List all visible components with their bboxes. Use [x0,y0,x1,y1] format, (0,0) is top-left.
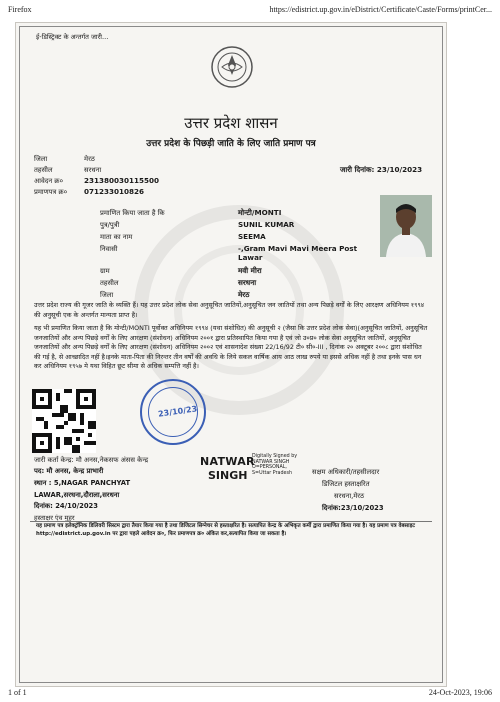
field-value-village: मवी मीरा [238,266,262,275]
footer-note: यह प्रमाण पत्र इलेक्ट्रॉनिक डिलिवरी सिस्टम द्वारा तैयार किया गया है तथा डिजिटल सिग्नेचर से हस्ताक्षरित है। सत्यापित केन्द्र के अभिकृत कर्मी द्वारा प्रमाणित किया गया है। यह प्रमाण पत्र वेबसाइट http://edistrict.up.gov.in पर द्वारा पहले आवेदन क्र०, फिर प्रमाणपत्र क्र० अंकित कर,सत्यापित किया जा सकता है। [36,523,415,537]
meta-value-district: मेरठ [84,155,95,163]
digital-signer-name-line1: NATWAR [200,455,255,468]
certificate-title: उत्तर प्रदेश के पिछड़ी जाति के लिए जाति प्रमाण पत्र [146,139,316,149]
seal-date: 23/10/23 [157,404,198,419]
field-label-relation: पुत्र/पुत्री [100,221,120,229]
official-seal-stamp [140,379,206,445]
digital-signature-line: O=PERSONAL, [252,465,287,471]
issue-date: जारी दिनांक: 23/10/2023 [340,165,423,174]
qr-code [32,389,96,453]
applicant-photo [380,195,432,257]
top-note: ई-डिस्ट्रिक्ट के अन्तर्गत जारी... [36,33,109,41]
browser-app-name: Firefox [8,5,32,14]
field-value-district: मेरठ [238,290,250,299]
meta-value-certificate-no: 071233010826 [84,187,145,196]
officer-digital-signed: डिजिटल हस्ताक्षरित [322,480,370,488]
issuer-date: दिनांक: 24/10/2023 [34,502,99,510]
field-label-village: ग्राम [100,267,110,275]
meta-value-application-no: 231380030115500 [84,176,160,185]
signature-seal-label: हस्ताक्षर एंव मुहर [34,514,75,522]
field-value-name: मोन्टी/MONTI [238,208,282,217]
footer-divider [30,521,432,522]
up-emblem-logo [210,45,254,89]
digital-signature-details [252,454,297,476]
field-value-father: SUNIL KUMAR [238,220,295,229]
meta-label-tehsil: तहसील [34,166,53,174]
digital-signature-line: NATWAR SINGH [252,459,290,465]
field-label-resident: निवासी [100,245,118,253]
intro-text: प्रमाणित किया जाता है कि [100,209,165,217]
paragraph-caste: उत्तर प्रदेश राज्य की गूजर जाति के व्यक्ति हैं। यह उत्तर प्रदेश लोक सेवा अनुसूचित जातियों,अनुसूचित जन जातियों तथा अन्य पिछड़े वर्गों के लिए आरक्षण अधिनियम १९९४ की अनुसूची एक के अन्तर्गत मान्यता प्राप्त है। [34,301,425,319]
field-value-tehsil: सरधना [238,278,257,287]
field-value-mother: SEEMA [238,232,266,241]
field-label-tehsil: तहसील [100,279,119,287]
govt-title: उत्तर प्रदेश शासन [184,114,278,132]
page-count: 1 of 1 [8,688,27,697]
officer-designation: सक्षम अधिकारी/तहसीलदार [312,468,380,476]
officer-date: दिनांक:23/10/2023 [322,504,384,512]
page-url: https://edistrict.up.gov.in/eDistrict/Certificate/Caste/Forms/printCer... [269,5,492,14]
paragraph-certification: यह भी प्रमाणित किया जाता है कि मोन्टी/MONTI पूर्वोक्त अधिनियम १९९४ (यथा संशोधित) की अनुसूची २ (जैसा कि उत्तर प्रदेश लोक सेवा)(अनुसूचित जातियों, अनुसूचित जनजातियों और अन्य पिछड़े वर्गों के लिए आरक्षण (संशोधन) अधिनियम २००१ द्वारा प्रतिस्थापित किया गया है एवं जो उ०प्र० लोक सेवा अनुसूचित जातियों, अनुसूचित जनजातियों और अन्य पिछड़े वर्गों के लिए आरक्षण (संशोधन) अधिनियम २००२ एवं शासनादेश संख्या 22/16/92 टी० सी०-III , दिनांक २० अक्टूबर २००८ द्वारा संशोधित की गई है, से आच्छादित नहीं है।इनके माता-पिता की निरन्तर तीन वर्षों की अवधि के लिये सकल वार्षिक आय आठ लाख रुपये या इससे अधिक नहीं है तथा इनके पास धन कर अधिनियम १९५७ मे यथा विहित छूट सीमा से अधिक सम्पत्ति नहीं है। [34,324,428,371]
issuer-center: जारी कर्ता केन्द्र: मौ अनस,नेकसफ अंसस केन्द्र [34,456,149,464]
field-label-mother: माता का नाम [100,233,133,241]
digital-signer-name-line2: SINGH [208,469,248,482]
issuer-designation: पद: मौ अनस, केन्द्र प्राभारी [34,467,104,475]
meta-label-certificate-no: प्रमाणपत्र क्र० [34,188,68,196]
digital-signature-line: Digitally Signed by [252,454,298,459]
print-timestamp: 24-Oct-2023, 19:06 [428,688,492,697]
field-value-address: -,Gram Mavi Mavi Meera Post Lawar [238,244,358,262]
meta-value-tehsil: सरधना [84,166,102,174]
meta-label-application-no: आवेदन क्र० [34,177,64,185]
field-label-district: जिला [100,291,114,299]
officer-location: सरधना,मेरठ [334,492,365,500]
certificate-page [15,22,447,687]
meta-label-district: जिला [34,155,48,163]
issuer-place-line2: LAWAR,सरधना,दौराला,सरधना [34,491,120,499]
digital-signature-line: S=Uttar Pradesh [252,470,293,476]
issuer-place: स्थान : 5,NAGAR PANCHYAT [34,479,131,487]
